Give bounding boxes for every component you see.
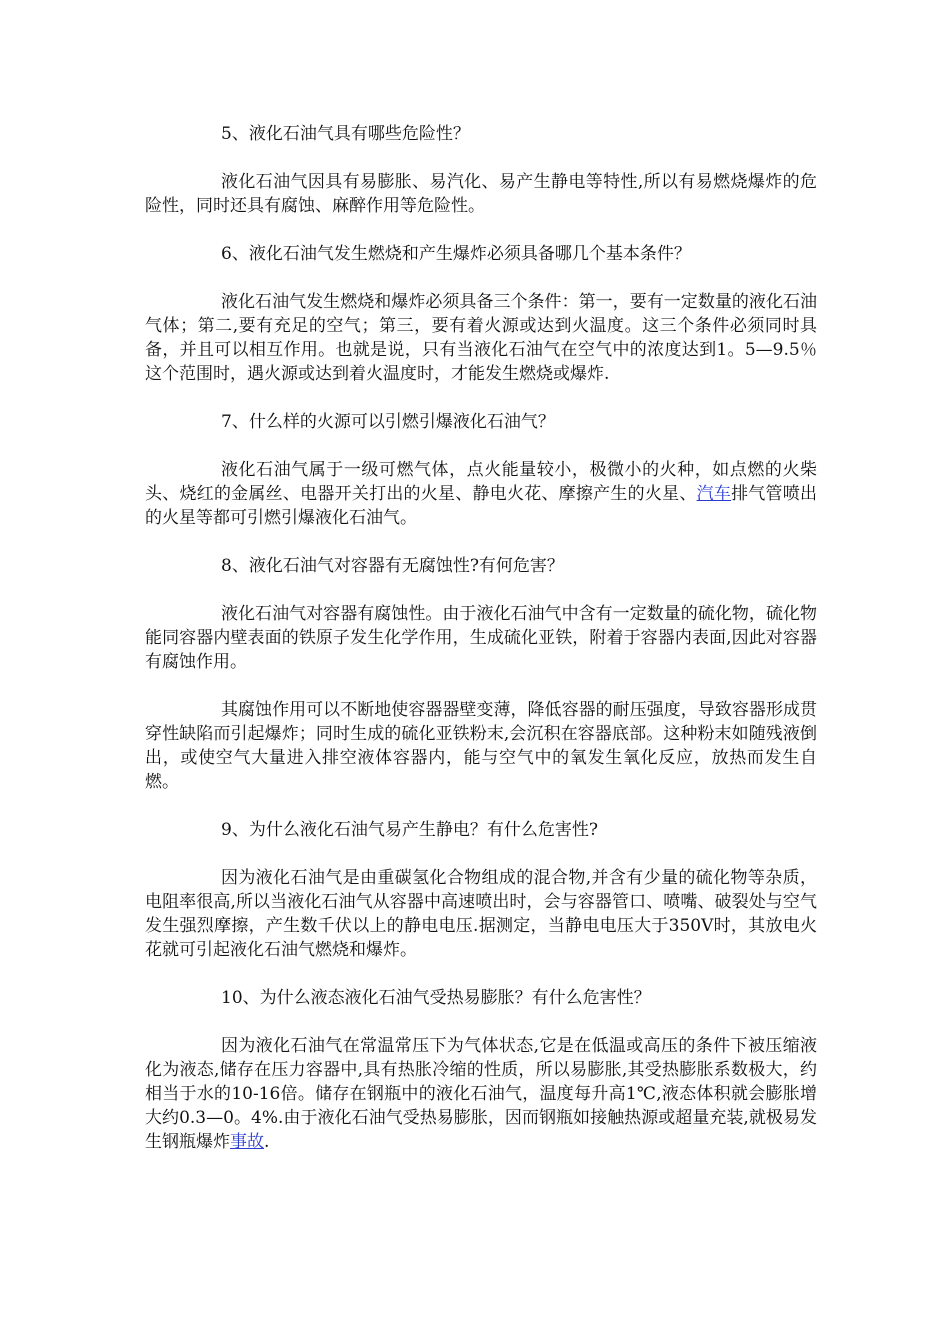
answer-7 <box>145 458 817 530</box>
link-qiche[interactable]: 汽车 <box>696 484 732 504</box>
question-7: 7、什么样的火源可以引燃引爆液化石油气？ <box>221 412 555 432</box>
answer-9: 因为液化石油气是由重碳氢化合物组成的混合物,并含有少量的硫化物等杂质，电阻率很高,所以当液化石油气从容器中高速喷出时，会与容器管口、喷嘴、破裂处与空气发生强烈摩擦，产生数千伏以上的静电电压.据测定，当静电电压大于350V时，其放电火花就可引起液化石油气燃烧和爆炸。 <box>145 868 817 960</box>
answer-5: 液化石油气因具有易膨胀、易汽化、易产生静电等特性,所以有易燃烧爆炸的危险性，同时还具有腐蚀、麻醉作用等危险性。 <box>145 172 817 216</box>
answer-10-text-before: 因为液化石油气在常温常压下为气体状态,它是在低温或高压的条件下被压缩液化为液态,储存在压力容器中,具有热胀冷缩的性质，所以易膨胀,其受热膨胀系数极大，约相当于水的10-16倍。储存在钢瓶中的液化石油气，温度每升高1℃,液态体积就会膨胀增大约0.3—0。4%.由于液化石油气受热易膨胀，因而钢瓶如接触热源或超量充装,就极易发生钢瓶爆炸 <box>145 1036 817 1152</box>
answer-7-text-before: 液化石油气属于一级可燃气体，点火能量较小，极微小的火种，如点燃的火柴头、烧红的金属丝、电器开关打出的火星、静电火花、摩擦产生的火星、 <box>145 460 817 504</box>
question-6: 6、液化石油气发生燃烧和产生爆炸必须具备哪几个基本条件？ <box>221 244 691 264</box>
link-shigu[interactable]: 事故 <box>230 1132 264 1152</box>
question-10: 10、为什么液态液化石油气受热易膨胀？有什么危害性？ <box>221 988 651 1008</box>
answer-8-part-1: 液化石油气对容器有腐蚀性。由于液化石油气中含有一定数量的硫化物，硫化物能同容器内壁表面的铁原子发生化学作用，生成硫化亚铁，附着于容器内表面,因此对容器有腐蚀作用。 <box>145 604 817 672</box>
answer-8-part-2: 其腐蚀作用可以不断地使容器器壁变薄，降低容器的耐压强度，导致容器形成贯穿性缺陷而引起爆炸；同时生成的硫化亚铁粉末,会沉积在容器底部。这种粉末如随残液倒出，或使空气大量进入排空液体容器内，能与空气中的氧发生氧化反应，放热而发生自燃。 <box>145 700 817 792</box>
question-5: 5、液化石油气具有哪些危险性？ <box>221 124 470 144</box>
question-9: 9、为什么液化石油气易产生静电？有什么危害性? <box>221 820 598 840</box>
question-8: 8、液化石油气对容器有无腐蚀性?有何危害？ <box>221 556 564 576</box>
answer-7-text-after: 排气管喷出的火星等都可引燃引爆液化石油气。 <box>145 484 818 528</box>
document-body <box>145 122 817 1178</box>
answer-10-text-after: . <box>264 1132 270 1152</box>
answer-6: 液化石油气发生燃烧和爆炸必须具备三个条件：第一，要有一定数量的液化石油气体；第二,要有充足的空气；第三，要有着火源或达到火温度。这三个条件必须同时具备，并且可以相互作用。也就是说，只有当液化石油气在空气中的浓度达到1。5—9.5％这个范围时，遇火源或达到着火温度时，才能发生燃烧或爆炸. <box>145 292 817 384</box>
answer-10 <box>145 1034 817 1154</box>
